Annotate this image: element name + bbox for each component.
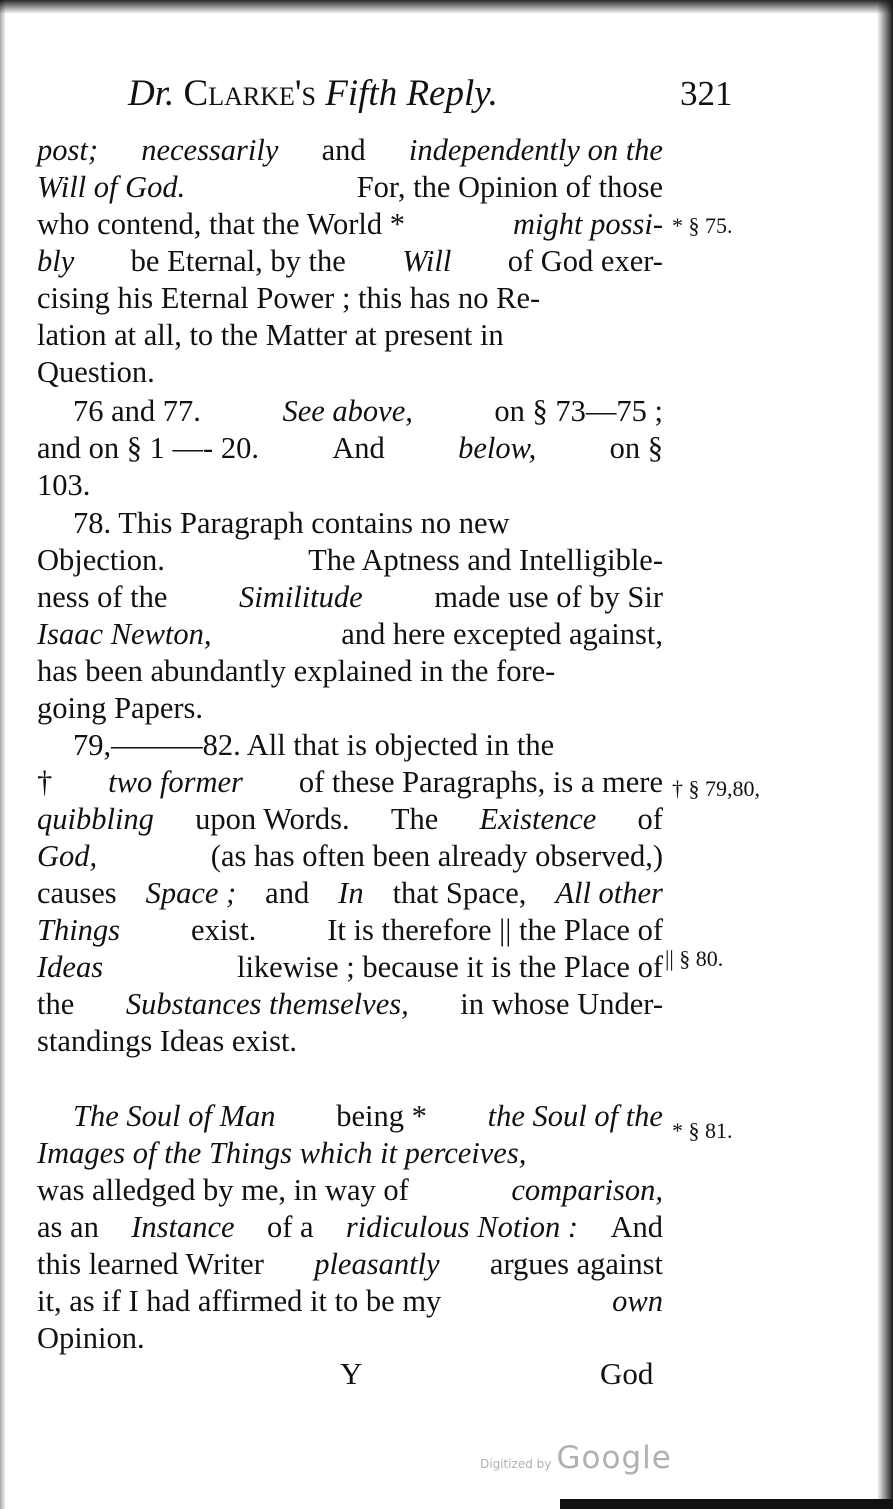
text-line xyxy=(37,1246,663,1283)
text-line xyxy=(37,1098,663,1135)
text-line xyxy=(37,206,663,243)
scan-edge-top xyxy=(0,0,893,14)
text-span: For, the Opinion of those xyxy=(356,170,663,204)
text-span: Opinion. xyxy=(37,1321,145,1355)
text-span: † xyxy=(37,765,53,799)
text-span: bly xyxy=(37,244,75,278)
text-span: necessarily xyxy=(141,133,279,167)
text-line xyxy=(37,1283,663,1320)
text-span: God, xyxy=(37,839,98,873)
text-span: that Space, xyxy=(392,876,527,910)
text-line xyxy=(37,354,663,391)
google-logo-text: Google xyxy=(556,1440,672,1476)
text-span: pleasantly xyxy=(314,1247,440,1281)
text-span: own xyxy=(612,1284,663,1318)
margin-note: * § 81. xyxy=(672,1118,733,1143)
text-line xyxy=(37,949,663,986)
paragraph-continuation xyxy=(37,132,663,391)
text-line xyxy=(37,393,663,430)
text-span: 78. This Paragraph contains no new xyxy=(73,506,510,540)
text-line xyxy=(37,1023,663,1060)
text-span: argues against xyxy=(489,1247,663,1281)
title-rest: Fifth Reply. xyxy=(325,73,498,114)
text-line xyxy=(37,764,663,801)
margin-note: || § 80. xyxy=(665,946,724,971)
text-span: Things xyxy=(37,913,121,947)
text-span: All other xyxy=(555,876,663,910)
text-span: was alledged by me, in way of xyxy=(37,1173,409,1207)
text-span: 79,———82. All that is objected in the xyxy=(73,728,555,762)
text-line xyxy=(37,912,663,949)
text-span: In xyxy=(338,876,364,910)
text-line xyxy=(37,616,663,653)
catchword: God xyxy=(600,1356,654,1391)
text-span: post; xyxy=(37,133,98,167)
margin-note: † § 79,80, xyxy=(672,776,760,801)
text-span: (as has often been already observed,) xyxy=(210,839,663,873)
text-span: might possi- xyxy=(513,207,663,241)
text-line xyxy=(37,1209,663,1246)
text-span: has been abundantly explained in the fore- xyxy=(37,654,556,688)
text-span: it, as if I had affirmed it to be my xyxy=(37,1284,442,1318)
text-line xyxy=(37,727,663,764)
text-line xyxy=(37,542,663,579)
text-span: 76 and 77. xyxy=(73,394,201,428)
text-span: below, xyxy=(458,431,537,465)
running-head xyxy=(128,72,498,115)
text-line xyxy=(37,132,663,169)
text-span: causes xyxy=(37,876,117,910)
text-span: quibbling xyxy=(37,802,154,836)
text-span: The xyxy=(390,802,439,836)
paragraph-76-77 xyxy=(37,393,663,504)
text-span: See above, xyxy=(282,394,413,428)
text-span: and xyxy=(321,133,366,167)
text-line xyxy=(37,653,663,690)
text-span: Isaac Newton, xyxy=(37,617,212,651)
digitized-watermark xyxy=(480,1440,672,1476)
text-line xyxy=(37,986,663,1023)
page-number: 321 xyxy=(680,74,733,113)
text-line xyxy=(37,243,663,280)
text-line xyxy=(37,801,663,838)
text-span: The Aptness and Intelligible- xyxy=(308,543,663,577)
signature-mark: Y xyxy=(340,1356,363,1391)
text-line xyxy=(37,579,663,616)
text-span: comparison, xyxy=(511,1173,663,1207)
text-line xyxy=(37,317,663,354)
text-span: Question. xyxy=(37,355,155,389)
text-line xyxy=(37,280,663,317)
text-span: being * xyxy=(336,1099,427,1133)
text-span: be Eternal, by the xyxy=(130,244,346,278)
paragraph-soul-of-man xyxy=(37,1098,663,1357)
text-span: who contend, that the World * xyxy=(37,207,405,241)
text-span: this learned Writer xyxy=(37,1247,264,1281)
text-line xyxy=(37,838,663,875)
text-span: in whose Under- xyxy=(460,987,663,1021)
text-span: of a xyxy=(266,1210,314,1244)
text-span: Objection. xyxy=(37,543,165,577)
text-line xyxy=(37,467,663,504)
text-span: Substances themselves, xyxy=(125,987,409,1021)
text-span: Space ; xyxy=(145,876,237,910)
text-span: lation at all, to the Matter at present in xyxy=(37,318,504,352)
text-span: of these Paragraphs, is a mere xyxy=(298,765,663,799)
title-prefix: Dr. xyxy=(128,73,175,114)
text-span: two former xyxy=(108,765,243,799)
paragraph-78 xyxy=(37,505,663,727)
text-line xyxy=(37,505,663,542)
title-name: Clarke's xyxy=(183,73,316,114)
text-span: Similitude xyxy=(239,580,363,614)
scan-edge-bottom xyxy=(560,1499,893,1509)
text-span: of xyxy=(637,802,663,836)
scan-edge-left xyxy=(0,0,6,1509)
text-span: upon Words. xyxy=(195,802,350,836)
text-line xyxy=(37,430,663,467)
text-span: And xyxy=(610,1210,663,1244)
paragraph-79-82 xyxy=(37,727,663,1060)
text-span: Existence xyxy=(479,802,597,836)
text-span: the Soul of the xyxy=(487,1099,663,1133)
text-span: made use of by Sir xyxy=(434,580,663,614)
text-span: It is therefore || the Place of xyxy=(327,913,663,947)
text-span: as an xyxy=(37,1210,99,1244)
text-span: and here excepted against, xyxy=(341,617,663,651)
digitized-by-label: Digitized by xyxy=(480,1457,552,1471)
text-span: going Papers. xyxy=(37,691,204,725)
text-span: of God exer- xyxy=(507,244,663,278)
text-span: the xyxy=(37,987,75,1021)
text-line xyxy=(37,690,663,727)
text-span: likewise ; because it is the Place of xyxy=(236,950,663,984)
text-line xyxy=(37,1135,663,1172)
text-span: ridiculous Notion : xyxy=(345,1210,579,1244)
text-span: Instance xyxy=(131,1210,235,1244)
text-span: independently on the xyxy=(408,133,663,167)
text-span: standings Ideas exist. xyxy=(37,1024,298,1058)
text-line xyxy=(37,875,663,912)
text-span: And xyxy=(332,431,385,465)
scan-edge-right xyxy=(877,0,893,1509)
text-span: The Soul of Man xyxy=(73,1099,276,1133)
text-span: Ideas xyxy=(37,950,104,984)
text-span: ness of the xyxy=(37,580,168,614)
text-line xyxy=(37,1172,663,1209)
text-span: on § 73—75 ; xyxy=(494,394,663,428)
text-span: Will xyxy=(402,244,452,278)
text-span: 103. xyxy=(37,468,91,502)
text-span: Images of the Things which it perceives, xyxy=(37,1136,527,1170)
margin-note: * § 75. xyxy=(672,213,733,238)
text-line xyxy=(37,1320,663,1357)
text-span: Will of God. xyxy=(37,170,186,204)
text-span: on § xyxy=(609,431,663,465)
text-line xyxy=(37,169,663,206)
text-span: and xyxy=(265,876,310,910)
text-span: cising his Eternal Power ; this has no Re- xyxy=(37,281,541,315)
text-span: exist. xyxy=(191,913,257,947)
text-span: and on § 1 —- 20. xyxy=(37,431,259,465)
